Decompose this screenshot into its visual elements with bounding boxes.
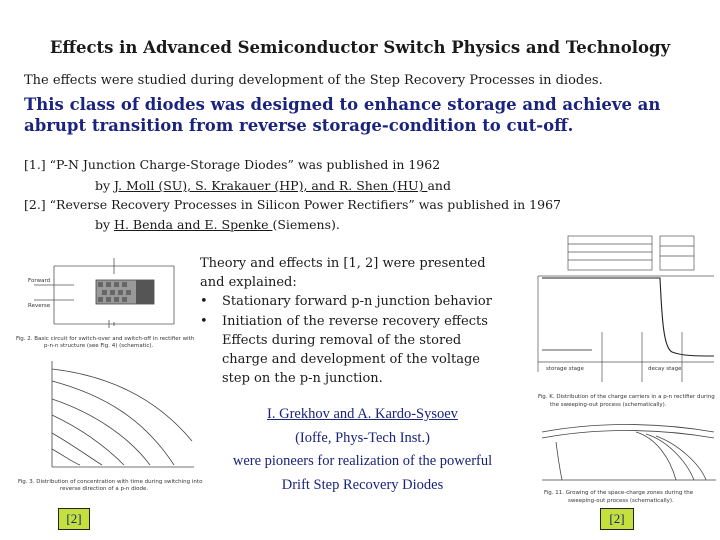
headline-text: This class of diodes was designed to enhance storage and achieve an abrupt transition from reverse storage-condition to cut-off. (24, 95, 661, 135)
citation-badge-left: [2] (58, 508, 90, 530)
theory-block (200, 254, 500, 388)
figure-k-caption-b: the sweeping-out process (schematically). (550, 402, 667, 408)
reference-1-authors (95, 178, 451, 193)
reference-2-prefix: by (95, 217, 115, 232)
figure-k-carrier-distribution (532, 232, 720, 412)
reference-2-suffix: (Siemens). (272, 217, 340, 232)
figure-k-caption-a: Fig. K. Distribution of the charge carriers in a p-n rectifier during (538, 394, 715, 400)
figure-2-caption-b: p-n-n structure (see Fig. 4) (schematic). (44, 343, 154, 349)
reference-1-suffix: and (427, 178, 451, 193)
figure-2-reverse-label: Reverse (28, 303, 51, 309)
theory-list (200, 292, 500, 388)
figure-2-caption-a: Fig. 2. Basic circuit for switch-over and switch-off in rectifier with (16, 336, 195, 342)
theory-item (200, 292, 500, 311)
reference-1-prefix: by (95, 178, 115, 193)
figure-11-caption-b: sweeping-out process (schematically). (568, 498, 674, 504)
figure-k-label-b: decay stage (648, 366, 682, 372)
figure-k-label-a: storage stage (546, 366, 584, 372)
page-title: Effects in Advanced Semiconductor Switch Physics and Technology (49, 38, 671, 57)
figure-2-forward-label: Forward (28, 278, 51, 284)
theory-item (200, 312, 500, 389)
reference-1-author-names: J. Moll (SU), S. Krakauer (HP), and R. Shen (HU) (114, 178, 428, 193)
figure-11-space-charge (536, 418, 720, 508)
pioneer-names: I. Grekhov and A. Kardo-Sysoev (267, 406, 458, 422)
figure-3-caption-a: Fig. 3. Distribution of concentration with time during switching into (18, 479, 203, 485)
figure-3-concentration (14, 355, 214, 495)
figure-11-caption-a: Fig. 11. Growing of the space-charge zones during the (544, 490, 694, 496)
intro-text: The effects were studied during development of the Step Recovery Processes in diodes. (24, 73, 603, 88)
reference-2-title: [2.] “Reverse Recovery Processes in Silicon Power Rectifiers” was published in 1967 (24, 197, 561, 212)
theory-item-text: Stationary forward p-n junction behavior (222, 294, 492, 310)
bullet-icon: • (200, 294, 208, 310)
bullet-icon: • (200, 313, 208, 329)
citation-badge-right: [2] (600, 508, 634, 530)
figure-3-caption-b: reverse direction of a p-n diode. (60, 486, 149, 492)
pioneer-device: Drift Step Recovery Diodes (281, 476, 444, 493)
reference-2-authors (95, 217, 340, 232)
theory-item-text: Initiation of the reverse recovery effects Effects during removal of the stored charge and development of the voltage step on the p-n junction. (222, 313, 488, 387)
pioneer-institute: (Ioffe, Phys-Tech Inst.) (295, 429, 430, 446)
figure-2-circuit (14, 250, 200, 350)
theory-intro: Theory and effects in [1, 2] were presented and explained: (200, 256, 486, 291)
pioneer-description: were pioneers for realization of the powerful (232, 453, 493, 469)
pioneers-block (200, 403, 525, 497)
reference-2-author-names: H. Benda and E. Spenke (114, 217, 273, 232)
reference-1-title: [1.] “P-N Junction Charge-Storage Diodes” was published in 1962 (24, 157, 441, 172)
